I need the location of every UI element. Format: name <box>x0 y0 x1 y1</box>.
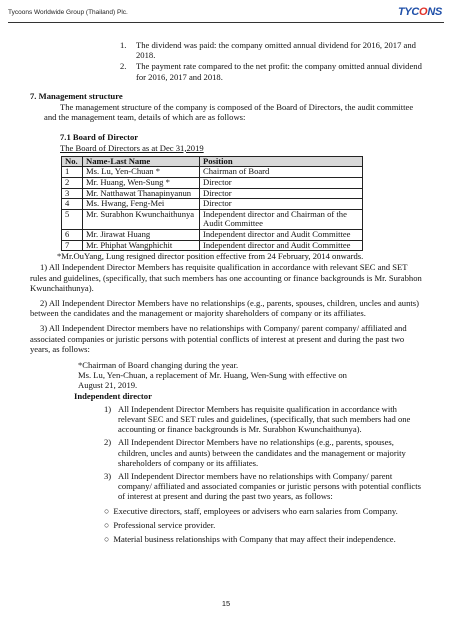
table-row: 7 Mr. Phiphat Wangphichit Independent director and Audit Committee <box>62 240 363 251</box>
table-row: 4 Ms. Hwang, Feng-Mei Director <box>62 199 363 210</box>
qualification-paragraph: 1) All Independent Director Members has requisite qualification in accordance with relevant SEC and SET rules and guidelines, (specifically, that such members has one accounting or finance backgrounds is Mr. Surabhon Kwunchaithunya). <box>30 262 422 293</box>
circle-bullet-icon: ○ <box>104 534 110 545</box>
board-of-directors-table <box>61 156 363 251</box>
table-row: 2 Mr. Huang, Wen-Sung * Director <box>62 178 363 189</box>
table-row: 3 Mr. Natthawat Thanapinyanun Director <box>62 188 363 199</box>
company-name: Tycoons Worldwide Group (Thailand) Plc. <box>8 9 128 16</box>
conflict-paragraph: 3) All Independent Director members have no relationships with Company/ parent company/ affiliated and associated companies or juristic persons with potential conflicts of interest at present and during the past two years, as follows: <box>30 323 407 354</box>
dividend-list <box>30 40 426 82</box>
column-header: Name-Last Name <box>83 156 200 167</box>
column-header: Position <box>200 156 363 167</box>
conflict-bullets <box>30 506 426 545</box>
list-item: ○ Material business relationships with Company that may affect their independence. <box>104 534 396 545</box>
subsection-heading: 7.1 Board of Director <box>60 132 139 143</box>
independent-director-heading: Independent director <box>74 390 152 401</box>
list-item: 2) All Independent Director Members have no relationships (e.g., parents, spouses, children, uncles and aunts) between the candidates and the management or majority shareholders of company or its affiliates. <box>104 437 406 468</box>
table-header-row <box>62 156 363 167</box>
section-intro: The management structure of the company is composed of the Board of Directors, the audit committee and the management team, details of which are as follows: <box>44 102 414 123</box>
document-body <box>30 40 426 544</box>
table-row: 1 Ms. Lu, Yen-Chuan * Chairman of Board <box>62 167 363 178</box>
list-item: ○ Professional service provider. <box>104 519 216 530</box>
relationship-paragraph: 2) All Independent Director Members have no relationships (e.g., parents, spouses, children, uncles and aunts) between the candidates and the management or majority shareholders of company or its affiliates. <box>30 297 419 319</box>
list-item: 1) All Independent Director Members has requisite qualification in accordance with relevant SEC and SET rules and guidelines, (specifically, that such members had one accounting or finance backgrounds is Mr. Surabhon Kwunchaithunya). <box>104 403 411 435</box>
table-row: 5 Mr. Surabhon Kwunchaithunya Independent director and Chairman of the Audit Committee <box>62 209 363 229</box>
circle-bullet-icon: ○ <box>104 519 110 530</box>
list-item: 1. The dividend was paid: the company omitted annual dividend for 2016, 2017 and 2018. <box>120 40 416 61</box>
resignation-note: *Mr.OuYang, Lung resigned director position effective from 24 February, 2014 onwards. <box>57 251 364 262</box>
list-item: 2. The payment rate compared to the net profit: the company omitted annual dividend for 2016, 2017 and 2018. <box>120 61 422 82</box>
tycoons-logo: TYCONS <box>397 6 442 18</box>
circle-bullet-icon: ○ <box>104 505 110 516</box>
column-header: No. <box>62 156 83 167</box>
page-number: 15 <box>221 599 231 608</box>
independent-director-list <box>30 404 426 502</box>
chairman-change-note: *Chairman of Board changing during the year. Ms. Lu, Yen-Chuan, a replacement of Mr. Huang, Wen-Sung with effective on August 21, 2019. <box>78 360 347 391</box>
section-heading: 7. Management structure <box>30 90 123 101</box>
header-divider <box>8 22 444 23</box>
table-caption: The Board of Directors as at Dec 31,2019 <box>60 142 204 153</box>
table-row: 6 Mr. Jirawat Huang Independent director and Audit Committee <box>62 229 363 240</box>
list-item: ○ Executive directors, staff, employees or advisers who earn salaries from Company. <box>104 505 398 516</box>
list-item: 3) All Independent Director members have no relationships with Company/ parent company/ affiliated and associated companies or juristic persons with potential conflicts of interest at present and during the past two years, as follows: <box>104 471 421 502</box>
